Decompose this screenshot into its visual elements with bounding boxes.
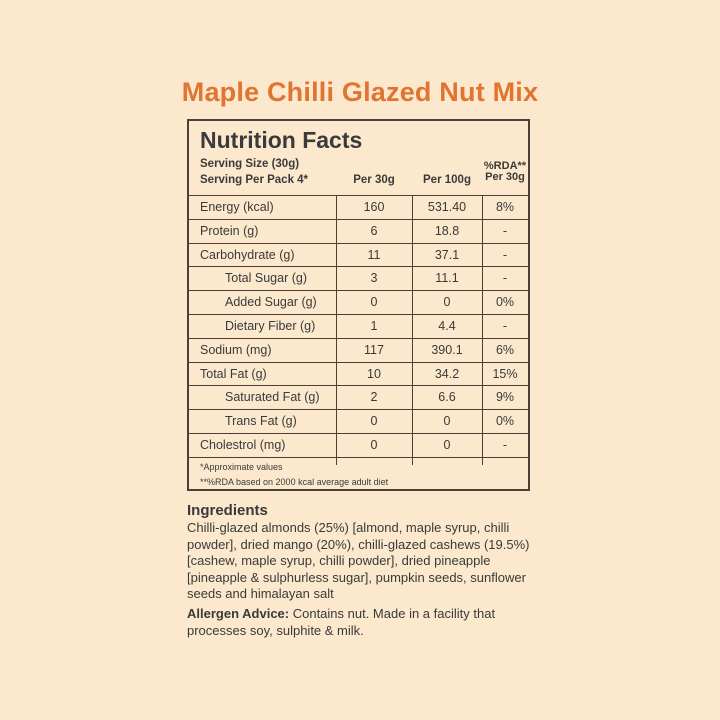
nutrient-label: Total Sugar (g) bbox=[225, 271, 307, 286]
nutrient-label: Sodium (mg) bbox=[200, 342, 272, 357]
column-header-rda-line1: %RDA** bbox=[483, 160, 527, 172]
table-row bbox=[189, 219, 528, 243]
allergen-advice bbox=[187, 606, 527, 639]
nutrition-facts-heading: Nutrition Facts bbox=[200, 127, 363, 153]
table-divider bbox=[189, 219, 528, 220]
table-divider bbox=[189, 409, 528, 410]
product-title: Maple Chilli Glazed Nut Mix bbox=[181, 77, 539, 107]
table-row bbox=[189, 338, 528, 362]
serving-size: Serving Size (30g) bbox=[200, 158, 300, 170]
table-divider bbox=[189, 243, 528, 244]
value-per30: 3 bbox=[370, 271, 378, 286]
value-per100: 6.6 bbox=[438, 390, 456, 405]
value-rda: - bbox=[502, 319, 508, 333]
table-divider bbox=[189, 433, 528, 434]
nutrient-label: Protein (g) bbox=[200, 223, 259, 238]
nutrient-label: Trans Fat (g) bbox=[225, 414, 297, 429]
table-row bbox=[189, 243, 528, 267]
value-per30: 1 bbox=[370, 319, 378, 333]
value-per100: 37.1 bbox=[434, 247, 460, 262]
serving-per-pack: Serving Per Pack 4* bbox=[200, 174, 309, 186]
nutrient-label: Cholestrol (mg) bbox=[200, 438, 286, 452]
nutrient-label: Saturated Fat (g) bbox=[225, 390, 320, 405]
value-per100: 18.8 bbox=[434, 223, 460, 238]
table-divider bbox=[189, 290, 528, 291]
allergen-label: Allergen Advice: bbox=[187, 606, 290, 621]
nutrient-label: Dietary Fiber (g) bbox=[225, 319, 316, 333]
column-header-per100: Per 100g bbox=[423, 174, 471, 186]
table-divider bbox=[189, 314, 528, 315]
table-row bbox=[189, 409, 528, 433]
footnote-approximate: *Approximate values bbox=[200, 462, 283, 472]
column-header-per30: Per 30g bbox=[353, 174, 395, 186]
nutrient-label: Energy (kcal) bbox=[200, 200, 274, 214]
value-per100: 0 bbox=[443, 438, 451, 452]
column-header-rda bbox=[482, 161, 528, 183]
value-per100: 4.4 bbox=[438, 319, 456, 333]
nutrient-label: Total Fat (g) bbox=[200, 366, 267, 381]
table-row bbox=[189, 290, 528, 314]
table-row bbox=[189, 385, 528, 409]
table-row bbox=[189, 266, 528, 290]
nutrient-label: Carbohydrate (g) bbox=[200, 247, 295, 262]
value-per30: 2 bbox=[370, 390, 378, 405]
table-divider bbox=[189, 457, 528, 458]
table-row bbox=[189, 433, 528, 457]
value-rda: 0% bbox=[495, 414, 515, 429]
value-rda: - bbox=[502, 223, 508, 238]
ingredients-heading: Ingredients bbox=[187, 502, 268, 519]
value-per30: 0 bbox=[370, 438, 378, 452]
value-per30: 0 bbox=[370, 295, 378, 310]
value-rda: - bbox=[502, 247, 508, 262]
table-divider bbox=[189, 385, 528, 386]
value-per100: 0 bbox=[443, 295, 451, 310]
table-row bbox=[189, 195, 528, 219]
allergen-text: Contains nut. Made in a facility that processes soy, sulphite & milk. bbox=[187, 606, 496, 638]
value-per30: 117 bbox=[364, 342, 384, 357]
value-rda: 8% bbox=[495, 200, 515, 214]
value-rda: 6% bbox=[495, 342, 515, 357]
value-per100: 531.40 bbox=[427, 200, 467, 214]
table-divider bbox=[189, 266, 528, 267]
value-per100: 34.2 bbox=[434, 366, 460, 381]
value-per30: 160 bbox=[363, 200, 385, 214]
table-divider bbox=[189, 362, 528, 363]
value-rda: - bbox=[502, 438, 508, 452]
nutrient-label: Added Sugar (g) bbox=[225, 295, 317, 310]
value-per30: 6 bbox=[370, 223, 378, 238]
ingredients-text: Chilli-glazed almonds (25%) [almond, maple syrup, chilli powder], dried mango (20%), chilli-glazed cashews (19.5%) [cashew, maple syrup, chilli powder], dried pineapple [pineapple & sulphurless sugar], pumpkin seeds, sunflower seeds and himalayan salt bbox=[187, 520, 530, 601]
column-header-rda-line2: Per 30g bbox=[485, 171, 525, 183]
value-rda: 0% bbox=[495, 295, 515, 310]
value-per100: 0 bbox=[443, 414, 451, 429]
value-per30: 10 bbox=[367, 366, 381, 381]
value-per100: 390.1 bbox=[431, 342, 463, 357]
value-per30: 0 bbox=[370, 414, 378, 429]
value-rda: 9% bbox=[495, 390, 515, 405]
footnote-rda: **%RDA based on 2000 kcal average adult diet bbox=[200, 477, 389, 487]
value-rda: - bbox=[502, 271, 508, 286]
table-row bbox=[189, 314, 528, 338]
value-per100: 11.1 bbox=[435, 271, 459, 286]
value-rda: 15% bbox=[492, 366, 518, 381]
value-per30: 11 bbox=[367, 247, 381, 262]
table-row bbox=[189, 362, 528, 386]
nutrition-facts-panel bbox=[187, 119, 530, 491]
table-divider bbox=[189, 338, 528, 339]
